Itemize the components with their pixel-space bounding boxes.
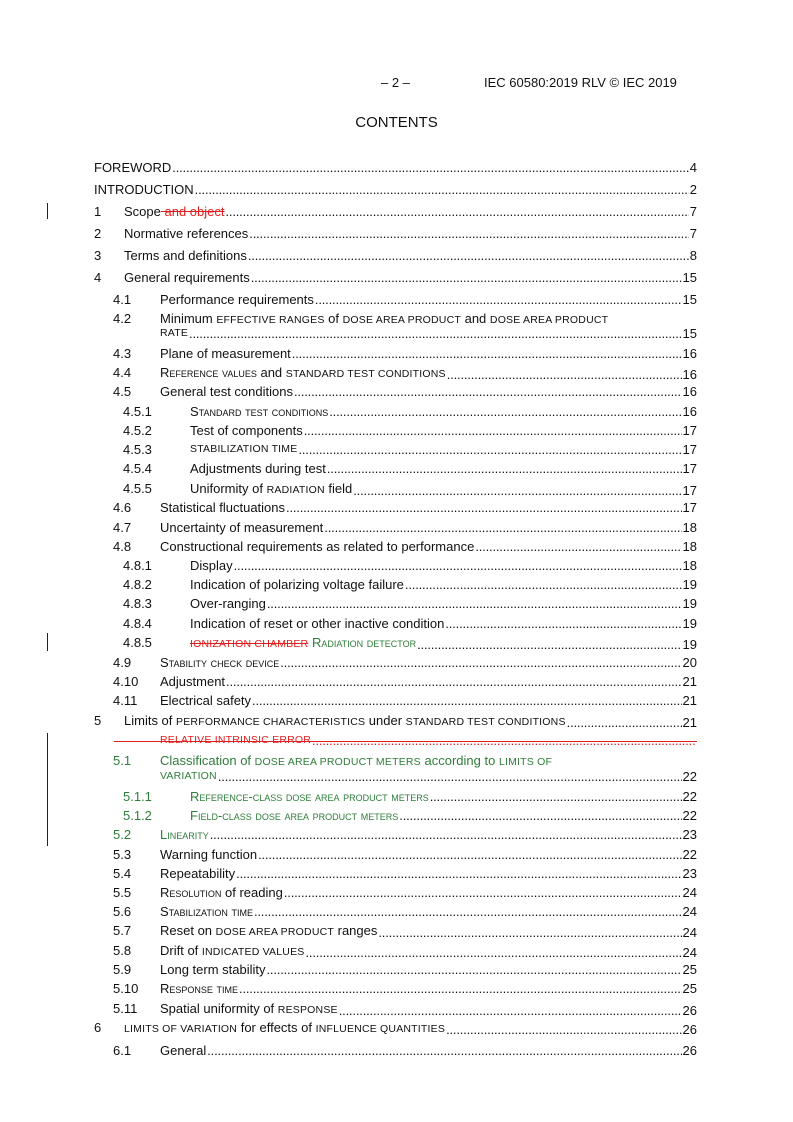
toc-number: 2	[94, 226, 102, 241]
toc-page-number: 15	[682, 292, 697, 307]
toc-page-number: 15	[682, 326, 697, 341]
dot-leader	[399, 808, 681, 823]
toc-number: 5.8	[113, 943, 132, 958]
toc-entry-5-1[interactable]	[113, 753, 697, 770]
toc-page-number: 16	[682, 346, 697, 361]
toc-entry-text: Resolution of reading	[160, 885, 283, 900]
toc-number: 4.10	[113, 674, 139, 689]
toc-number: 5	[94, 713, 102, 728]
toc-entry-text: Spatial uniformity of RESPONSE	[160, 1001, 338, 1016]
dot-leader	[304, 423, 682, 438]
toc-entry-text: Plane of measurement	[160, 346, 291, 361]
toc-number: 4.8.5	[123, 635, 152, 650]
toc-entry-text: Statistical fluctuations	[160, 500, 286, 515]
toc-entry-text: Uncertainty of measurement	[160, 520, 324, 535]
dot-leader	[306, 945, 682, 960]
page-number: – 2 –	[381, 75, 410, 90]
toc-number: 5.6	[113, 904, 132, 919]
toc-number: 4.2	[113, 311, 132, 326]
toc-entry-text: Terms and definitions	[124, 248, 247, 263]
toc-page-number: 25	[682, 962, 697, 977]
toc-entry-text: Indication of reset or other inactive condition	[190, 616, 445, 631]
dot-leader	[249, 226, 688, 241]
toc-entry-6-1[interactable]	[113, 1043, 697, 1058]
toc-entry-text	[190, 635, 416, 652]
dot-leader	[339, 1003, 682, 1018]
dot-leader	[567, 715, 682, 730]
toc-number: 4.8.3	[123, 596, 152, 611]
toc-entry-4-9[interactable]	[113, 655, 697, 670]
dot-leader	[258, 847, 681, 862]
toc-entry-4-8-3[interactable]	[123, 596, 697, 611]
toc-number: 5.5	[113, 885, 132, 900]
toc-entry-text: Response time	[160, 981, 239, 996]
dot-leader	[294, 384, 682, 399]
toc-number: 5.11	[113, 1001, 138, 1016]
dot-leader	[324, 520, 681, 535]
toc-page-number: 7	[689, 204, 697, 219]
toc-entry-5-4[interactable]	[113, 866, 697, 881]
toc-entry-text: General test conditions	[160, 384, 293, 399]
toc-entry-text: Warning function	[160, 847, 258, 862]
dot-leader	[378, 925, 681, 940]
toc-entry-5-6[interactable]	[113, 904, 697, 919]
dot-leader	[280, 655, 681, 670]
standard-reference: IEC 60580:2019 RLV © IEC 2019	[484, 75, 677, 90]
toc-page-number: 18	[682, 520, 697, 535]
toc-page-number: 18	[682, 539, 697, 554]
toc-number: 4.7	[113, 520, 132, 535]
toc-entry-5-2[interactable]	[113, 827, 697, 842]
toc-number: 5.1.1	[123, 789, 152, 804]
toc-entry-text: Classification of DOSE AREA PRODUCT METERS according to LIMITS OF	[160, 753, 553, 768]
toc-page-number: 26	[682, 1022, 697, 1037]
toc-entry-text: General requirements	[124, 270, 250, 285]
toc-entry-text: Scope and object	[124, 204, 225, 219]
toc-entry-text: Uniformity of RADIATION field	[190, 481, 353, 496]
deleted-text: RELATIVE INTRINSIC ERROR	[160, 734, 312, 746]
toc-number: 4.4	[113, 365, 132, 380]
toc-entry-text: Repeatability	[160, 866, 236, 881]
toc-entry-4-11[interactable]	[113, 693, 697, 708]
dot-leader	[234, 558, 682, 573]
toc-page-number: 20	[682, 655, 697, 670]
toc-number: 4.5.5	[123, 481, 152, 496]
toc-entry-4-8[interactable]	[113, 539, 697, 554]
dot-leader	[251, 270, 682, 285]
toc-page-number: 19	[682, 616, 697, 631]
toc-page-number: 16	[682, 384, 697, 399]
toc-entry-text: General	[160, 1043, 207, 1058]
toc-entry-text: STABILIZATION TIME	[190, 443, 298, 455]
toc-page-number: 22	[682, 769, 697, 784]
toc-page-number: 21	[682, 715, 697, 730]
dot-leader	[226, 674, 681, 689]
toc-entry-text: Minimum EFFECTIVE RANGES of DOSE AREA PRODUCT and DOSE AREA PRODUCT	[160, 311, 609, 326]
dot-leader	[446, 1022, 681, 1037]
toc-entry-text: Performance requirements	[160, 292, 314, 307]
change-bar	[47, 733, 48, 846]
toc-entry-text: Field-class dose area product meters	[190, 808, 399, 823]
toc-page-number: 21	[682, 674, 697, 689]
toc-page-number: 23	[682, 827, 697, 842]
toc-number: 4.8.2	[123, 577, 152, 592]
toc-entry-5-3[interactable]	[113, 847, 697, 862]
toc-entry-4-8-2[interactable]	[123, 577, 697, 592]
dot-leader	[218, 769, 682, 784]
toc-page-number: 19	[682, 596, 697, 611]
toc-entry-text: Adjustments during test	[190, 461, 326, 476]
toc-entry-4-3[interactable]	[113, 346, 697, 361]
toc-number: 4.11	[113, 693, 138, 708]
toc-entry-4-8-4[interactable]	[123, 616, 697, 631]
toc-entry-text: Electrical safety	[160, 693, 252, 708]
toc-number: 5.2	[113, 827, 132, 842]
toc-number: 5.7	[113, 923, 132, 938]
toc-entry-4-5-2[interactable]	[123, 423, 697, 438]
toc-entry-4-5-4[interactable]	[123, 461, 697, 476]
toc-page-number: 17	[682, 500, 697, 515]
dot-leader	[298, 442, 681, 457]
dot-leader	[447, 367, 682, 382]
toc-entry-5-1-2[interactable]	[123, 808, 697, 823]
toc-number: 6	[94, 1020, 102, 1035]
toc-entry-5-5[interactable]	[113, 885, 697, 900]
toc-entry-text: Indication of polarizing voltage failure	[190, 577, 404, 592]
toc-entry-text: LIMITS OF VARIATION for effects of INFLUENCE QUANTITIES	[124, 1020, 446, 1035]
toc-page-number: 8	[689, 248, 697, 263]
toc-number: 4.6	[113, 500, 132, 515]
toc-entry-5-8[interactable]	[113, 943, 697, 960]
toc-entry-5[interactable]	[94, 713, 697, 730]
toc-number: 5.9	[113, 962, 132, 977]
toc-entry-4-6[interactable]	[113, 500, 697, 515]
dot-leader	[225, 204, 688, 219]
toc-page-number: 2	[689, 182, 697, 197]
toc-page-number: 24	[682, 904, 697, 919]
dot-leader	[353, 483, 681, 498]
dot-leader	[327, 461, 682, 476]
toc-page-number: 17	[682, 423, 697, 438]
toc-entry-text: Stability check device	[160, 655, 280, 670]
dot-leader	[195, 182, 689, 197]
dot-leader	[292, 346, 682, 361]
toc-entry-text: Drift of INDICATED VALUES	[160, 943, 305, 958]
toc-page-number: 19	[682, 577, 697, 592]
toc-number: 5.1	[113, 753, 132, 768]
toc-entry-4-5[interactable]	[113, 384, 697, 399]
dot-leader	[210, 827, 682, 842]
toc-number: 4.1	[113, 292, 132, 307]
toc-entry-text: Reference-class dose area product meters	[190, 789, 429, 804]
toc-page-number: 16	[682, 367, 697, 382]
toc-entry-text: Display	[190, 558, 233, 573]
dot-leader	[430, 789, 682, 804]
dot-leader	[189, 326, 682, 341]
toc-entry-5-9[interactable]	[113, 962, 697, 977]
toc-entry-text: VARIATION	[160, 770, 217, 782]
toc-entry-4-2-cont[interactable]	[160, 326, 697, 341]
toc-page-number: 22	[682, 808, 697, 823]
toc-entry-4-8-1[interactable]	[123, 558, 697, 573]
toc-entry-4-8-5[interactable]	[123, 635, 697, 652]
dot-leader	[252, 693, 681, 708]
toc-number: 4.8.4	[123, 616, 152, 631]
toc-entry-4-4[interactable]	[113, 365, 697, 382]
toc-entry-4[interactable]	[94, 270, 697, 285]
dot-leader	[207, 1043, 681, 1058]
toc-page-number: 25	[682, 981, 697, 996]
toc-number: 4.3	[113, 346, 132, 361]
dot-leader	[239, 981, 682, 996]
toc-number: 1	[94, 204, 102, 219]
toc-page-number: 19	[682, 637, 697, 652]
toc-entry-text: RATE	[160, 327, 189, 339]
toc-number: 6.1	[113, 1043, 132, 1058]
toc-entry-text: INTRODUCTION	[94, 182, 194, 197]
toc-number: 4.5.2	[123, 423, 152, 438]
toc-entry-5-1-1[interactable]	[123, 789, 697, 804]
toc-number: 4.5	[113, 384, 132, 399]
deleted-text: and object	[160, 204, 225, 219]
toc-number: 4.8	[113, 539, 132, 554]
toc-entry-foreword[interactable]	[94, 160, 697, 175]
toc-entry-5-10[interactable]	[113, 981, 697, 996]
toc-entry-3[interactable]	[94, 248, 697, 263]
toc-number: 3	[94, 248, 102, 263]
dot-leader	[254, 904, 682, 919]
toc-entry-text: Test of components	[190, 423, 303, 438]
toc-page-number: 7	[689, 226, 697, 241]
toc-entry-5-1-cont[interactable]	[160, 769, 697, 784]
dot-leader	[417, 637, 681, 652]
toc-entry-4-5-5[interactable]	[123, 481, 697, 498]
dot-leader	[286, 500, 682, 515]
toc-number: 4.5.1	[123, 404, 152, 419]
toc-entry-text: FOREWORD	[94, 160, 172, 175]
dot-leader	[315, 292, 682, 307]
change-bar	[47, 633, 48, 651]
dot-leader	[284, 885, 682, 900]
toc-number: 5.4	[113, 866, 132, 881]
toc-entry-1[interactable]	[94, 204, 697, 219]
toc-page-number: 15	[682, 270, 697, 285]
dot-leader	[172, 160, 688, 175]
toc-page-number: 26	[682, 1043, 697, 1058]
toc-number: 4.8.1	[123, 558, 152, 573]
toc-number: 4.5.3	[123, 442, 152, 457]
deleted-text: IONIZATION CHAMBER	[190, 638, 309, 650]
toc-number: 4.5.4	[123, 461, 152, 476]
toc-page-number: 17	[682, 442, 697, 457]
toc-page-number: 4	[689, 160, 697, 175]
toc-entry-deleted[interactable]	[160, 733, 697, 748]
toc-entry-text: Limits of PERFORMANCE CHARACTERISTICS under STANDARD TEST CONDITIONS	[124, 713, 566, 728]
toc-page-number: 22	[682, 847, 697, 862]
toc-entry-6[interactable]	[94, 1020, 697, 1037]
toc-page-number: 26	[682, 1003, 697, 1018]
toc-entry-text: Over-ranging	[190, 596, 266, 611]
toc-page-number: 17	[682, 461, 697, 476]
toc-number: 4.9	[113, 655, 132, 670]
toc-number: 5.1.2	[123, 808, 152, 823]
dot-leader	[329, 404, 681, 419]
dot-leader	[267, 962, 682, 977]
dot-leader	[405, 577, 682, 592]
dot-leader	[267, 596, 682, 611]
toc-entry-4-10[interactable]	[113, 674, 697, 689]
toc-entry-5-11[interactable]	[113, 1001, 697, 1018]
toc-page-number: 17	[682, 483, 697, 498]
toc-entry-text: Reference values and STANDARD TEST CONDITIONS	[160, 365, 446, 380]
toc-page-number: 22	[682, 789, 697, 804]
toc-entry-text: Long term stability	[160, 962, 266, 977]
toc-page-number: 21	[682, 693, 697, 708]
inserted-text: Radiation detector	[308, 635, 417, 650]
change-bar	[47, 203, 48, 219]
toc-entry-4-5-1[interactable]	[123, 404, 697, 419]
toc-entry-text: Adjustment	[160, 674, 226, 689]
toc-entry-text: Normative references	[124, 226, 249, 241]
toc-entry-text: Linearity	[160, 827, 209, 842]
toc-number: 4	[94, 270, 102, 285]
toc-entry-2[interactable]	[94, 226, 697, 241]
toc-entry-5-7[interactable]	[113, 923, 697, 940]
contents-title: CONTENTS	[355, 114, 438, 131]
toc-entry-introduction[interactable]	[94, 182, 697, 197]
dot-leader	[445, 616, 681, 631]
toc-entry-text: Reset on DOSE AREA PRODUCT ranges	[160, 923, 378, 938]
toc-entry-text: Stabilization time	[160, 904, 253, 919]
toc-page-number: 24	[682, 945, 697, 960]
toc-entry-text: Constructional requirements as related to performance	[160, 539, 475, 554]
dot-leader	[475, 539, 681, 554]
dot-leader	[248, 248, 689, 263]
toc-entry-4-7[interactable]	[113, 520, 697, 535]
toc-page-number: 16	[682, 404, 697, 419]
toc-page-number: 18	[682, 558, 697, 573]
toc-entry-4-5-3[interactable]	[123, 442, 697, 457]
toc-page-number: 24	[682, 925, 697, 940]
dot-leader	[236, 866, 681, 881]
toc-page-number: 24	[682, 885, 697, 900]
toc-entry-4-1[interactable]	[113, 292, 697, 307]
dot-leader	[312, 733, 696, 748]
toc-number: 5.10	[113, 981, 139, 996]
toc-page-number: 23	[682, 866, 697, 881]
toc-number: 5.3	[113, 847, 132, 862]
toc-entry-text: Standard test conditions	[190, 404, 329, 419]
